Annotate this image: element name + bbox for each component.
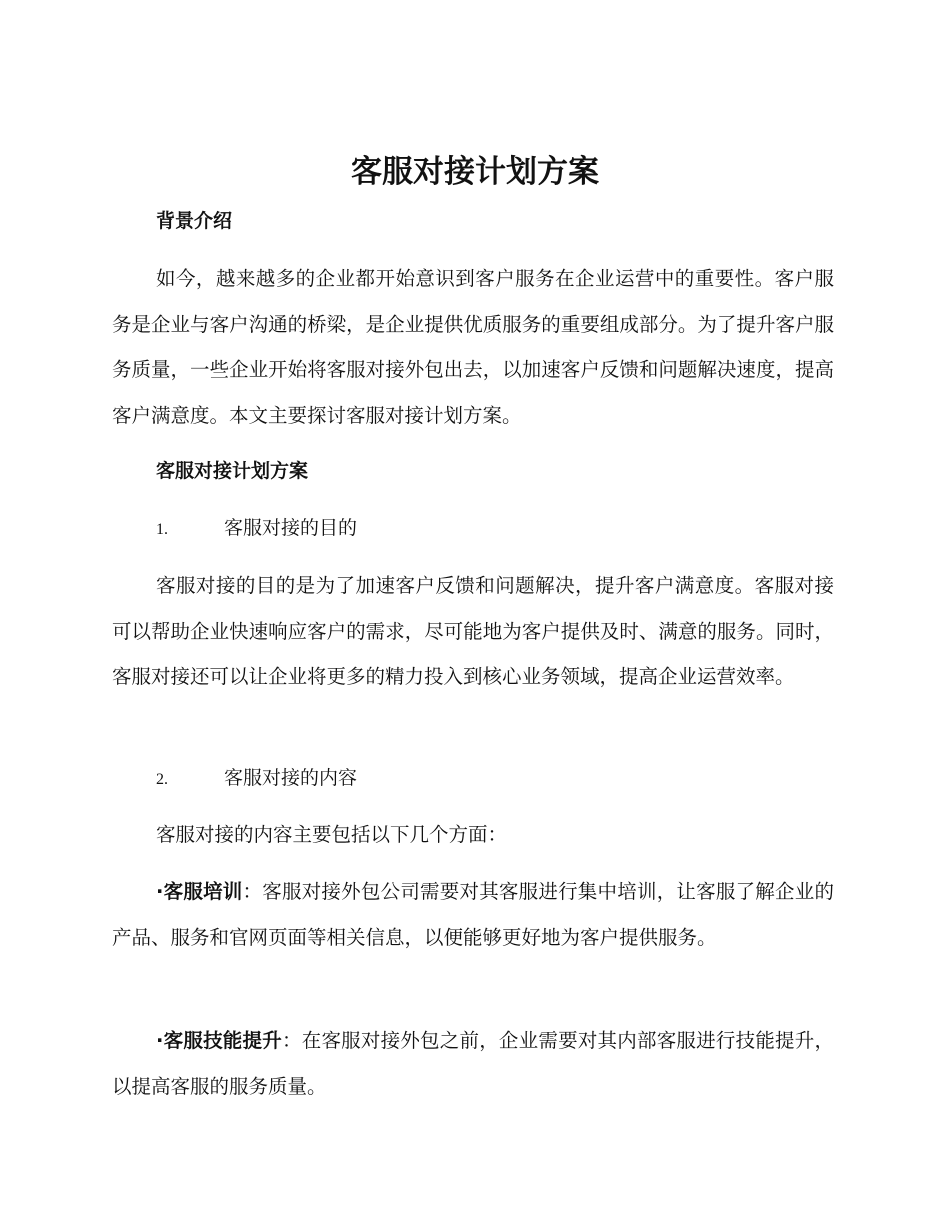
bullet-text: 在客服对接外包之前，企业需要对其内部客服进行技能提升，以提高客服的服务质量。 [112, 1029, 834, 1098]
bullet-text: 客服对接外包公司需要对其客服进行集中培训，让客服了解企业的产品、服务和官网页面等相关信息，以便能够更好地为客户提供服务。 [112, 880, 834, 949]
bullet-item [112, 1018, 834, 1109]
section-2-intro: 客服对接的内容主要包括以下几个方面： [156, 823, 508, 846]
section-2-number: 2. [156, 771, 168, 788]
bullet-item [112, 869, 834, 960]
section-1-paragraph: 客服对接的目的是为了加速客户反馈和问题解决，提升客户满意度。客服对接可以帮助企业快速响应客户的需求，尽可能地为客户提供及时、满意的服务。同时，客服对接还可以让企业将更多的精力投入到核心业务领域，提高企业运营效率。 [112, 574, 834, 688]
bullet-separator: ： [242, 880, 263, 903]
section-1-title: 客服对接的目的 [224, 517, 358, 539]
plan-heading: 客服对接计划方案 [156, 460, 309, 482]
bullet-term: 客服培训 [163, 880, 243, 903]
document-title: 客服对接计划方案 [351, 154, 599, 190]
section-2-title: 客服对接的内容 [224, 767, 358, 789]
section-2-heading [156, 763, 357, 795]
section-1-number: 1. [156, 521, 168, 538]
bullet-marker: · [156, 1029, 164, 1052]
bullet-marker: · [156, 880, 164, 903]
background-paragraph: 如今，越来越多的企业都开始意识到客户服务在企业运营中的重要性。客户服务是企业与客户沟通的桥梁，是企业提供优质服务的重要组成部分。为了提升客户服务质量，一些企业开始将客服对接外包出去，以加速客户反馈和问题解决速度，提高客户满意度。本文主要探讨客服对接计划方案。 [112, 267, 834, 427]
section-1-heading [156, 513, 357, 545]
background-heading: 背景介绍 [156, 210, 233, 232]
bullet-term: 客服技能提升 [163, 1029, 282, 1052]
bullet-separator: ： [281, 1029, 302, 1052]
